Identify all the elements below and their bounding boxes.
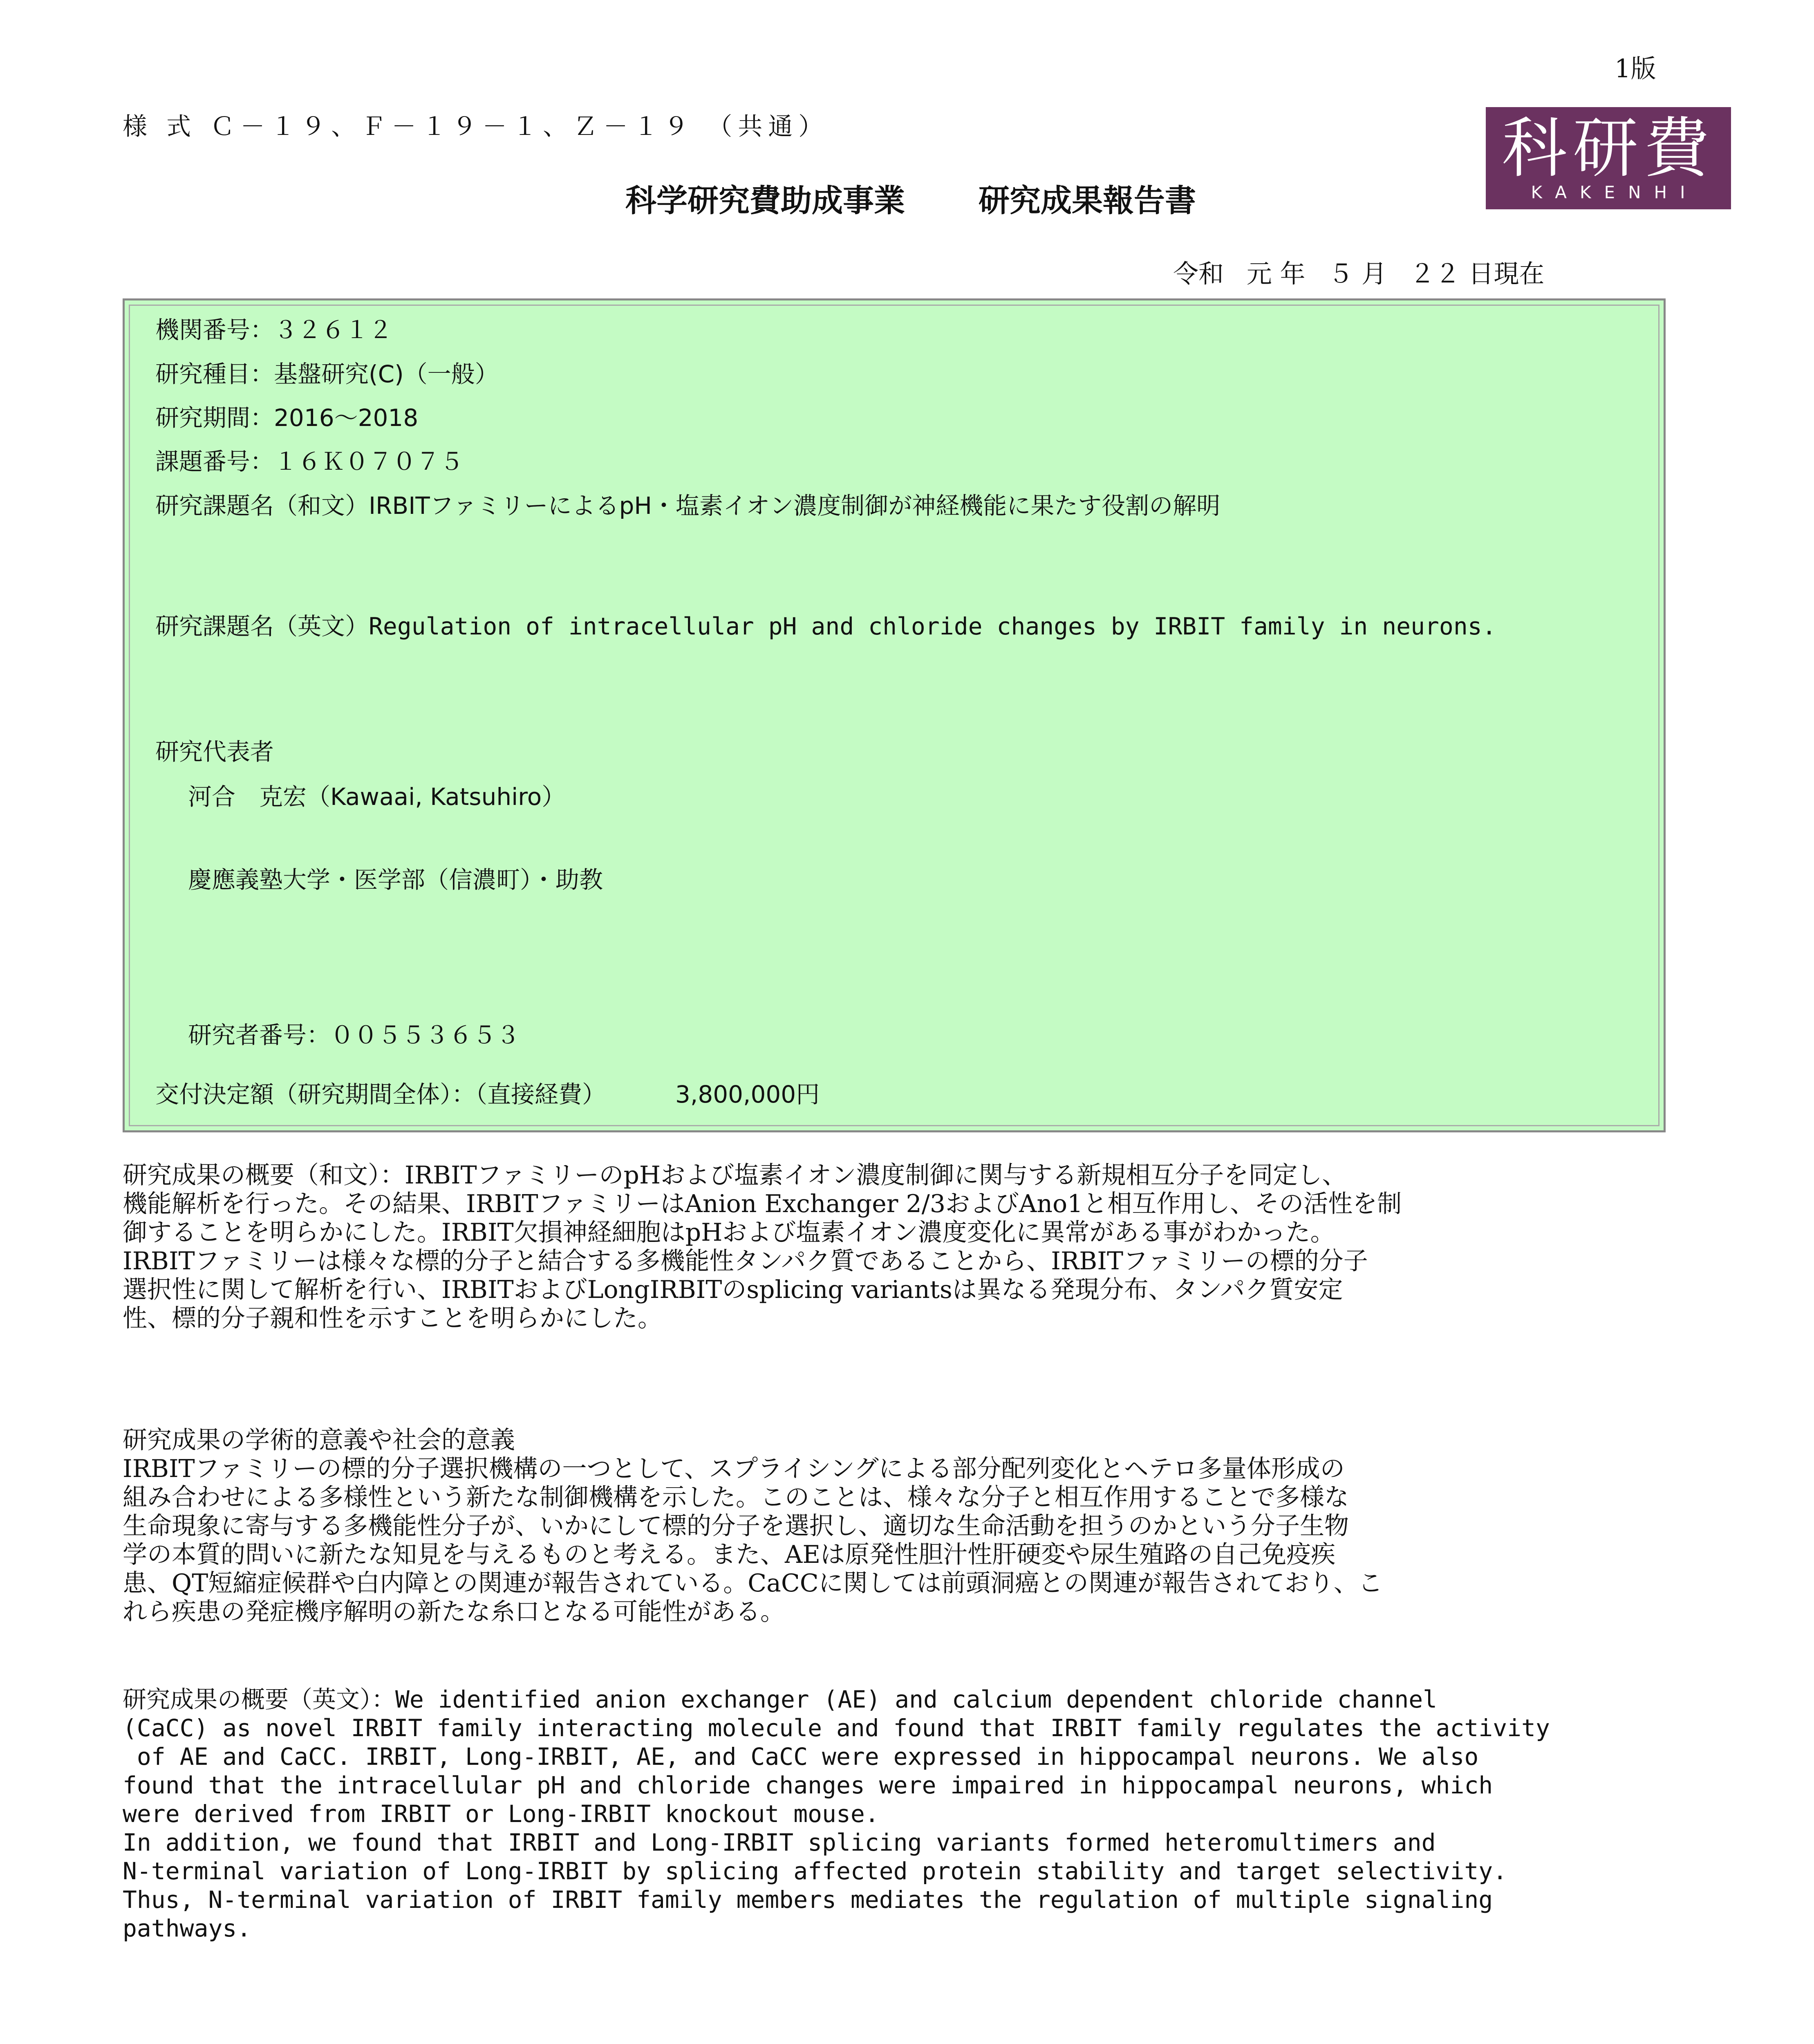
logo-kanji: 科研費 <box>1501 110 1715 186</box>
representative-name: 河合 克宏（Kawaai, Katsuhiro） <box>188 783 566 811</box>
project-info-box <box>123 298 1666 1132</box>
affiliation: 慶應義塾大学・医学部（信濃町）・助教 <box>188 866 603 894</box>
kakenhi-logo <box>1486 107 1731 209</box>
research-category: 研究種目：基盤研究(C)（一般） <box>155 360 499 388</box>
date-era: 令和 <box>1173 259 1224 289</box>
representative-label: 研究代表者 <box>155 738 274 766</box>
form-id: 様 式 Ｃ－１９、Ｆ－１９－１、Ｚ－１９ （共通） <box>123 112 829 141</box>
research-period: 研究期間：2016～2018 <box>155 404 419 432</box>
document-title <box>625 176 1196 220</box>
date-day: ２２ 日現在 <box>1409 259 1545 289</box>
project-title-ja: 研究課題名（和文）IRBITファミリーによるpH・塩素イオン濃度制御が神経機能に果たす役割の解明 <box>155 492 1221 520</box>
summary-japanese: 研究成果の概要（和文）：IRBITファミリーのpHおよび塩素イオン濃度制御に関与する新規相互分子を同定し、 機能解析を行った。その結果、IRBITファミリーはAnion Exchanger 2/3およびAno1と相互作用し、その活性を制 御することを明らかにした。IRBIT欠損神経細胞はpHおよび塩素イオン濃度変化に異常がある事がわかった。 IRBITファミリーは様々な標的分子と結合する多機能性タンパク質であることから、IRBITファミリーの標的分子 選択性に関して解析を行い、IRBITおよびLongIRBITのsplicing variantsは異なる発現分布、タンパク質安定 性、標的分子親和性を示すことを明らかにした。 <box>123 1161 1402 1333</box>
significance-section: 研究成果の学術的意義や社会的意義 IRBITファミリーの標的分子選択機構の一つとして、スプライシングによる部分配列変化とヘテロ多量体形成の 組み合わせによる多様性という新たな制御機構を示した。このことは、様々な分子と相互作用することで多様な 生命現象に寄与する多機能性分子が、いかにして標的分子を選択し、適切な生命活動を担うのかという分子生物 学の本質的問いに新たな知見を与えるものと考える。また、AEは原発性胆汁性肝硬変や尿生殖路の自己免疫疾 患、QT短縮症候群や白内障との関連が報告されている。CaCCに関しては前頭洞癌との関連が報告されており、こ れら疾患の発症機序解明の新たな糸口となる可能性がある。 <box>123 1426 1383 1626</box>
date-month: ５ 月 <box>1328 259 1387 289</box>
report-date <box>1173 253 1559 290</box>
researcher-number: 研究者番号：００５５３６５３ <box>188 1021 520 1049</box>
project-number: 課題番号：１６Ｋ０７０７５ <box>155 448 464 475</box>
title-report: 研究成果報告書 <box>979 182 1196 219</box>
version-label: 1版 <box>1615 54 1656 83</box>
grant-amount: 交付決定額（研究期間全体）：（直接経費） 3,800,000円 <box>155 1080 820 1108</box>
institution-number: 機関番号：３２６１２ <box>155 316 393 344</box>
project-title-en: 研究課題名（英文）Regulation of intracellular pH and chloride changes by IRBIT family in neurons. <box>155 612 1496 640</box>
date-year: 元 年 <box>1246 259 1306 289</box>
title-program: 科学研究費助成事業 <box>625 182 905 219</box>
logo-roman: KAKENHI <box>1531 182 1698 202</box>
summary-english: 研究成果の概要（英文）：We identified anion exchanger (AE) and calcium dependent chloride channel (CaCC) as novel IRBIT family interacting molecule and found that IRBIT family regulates the activity of AE and CaCC. IRBIT, Long-IRBIT, AE, and CaCC were expressed in hippocampal neurons. We also found that the intracellular pH and chloride changes were impaired in hippocampal neurons, which were derived from IRBIT or Long-IRBIT knockout mouse. In addition, we found that IRBIT and Long-IRBIT splicing variants formed heteromultimers and N-terminal variation of Long-IRBIT by splicing affected protein stability and target selectivity. Thus, N-terminal variation of IRBIT family members mediates the regulation of multiple signaling pathways. <box>123 1685 1550 1942</box>
